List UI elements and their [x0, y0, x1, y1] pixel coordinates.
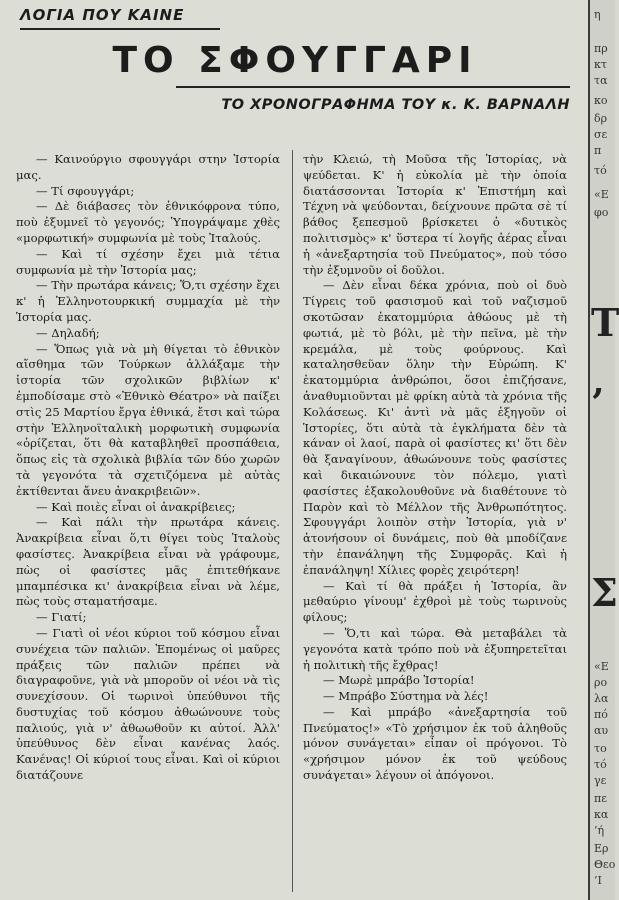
- adjacent-column-fragment: γε: [594, 774, 607, 787]
- article-paragraph: — Δὲ διάβασες τὸν ἐθνικόφρονα τύπο, ποὺ ἐξυμνεῖ τὸ γεγονός; Ὑπογράψαμε χθὲς «μορφωτική» συμφωνία μὲ τοὺς Ἰταλούς.: [16, 199, 280, 245]
- article-column-left: [16, 152, 280, 892]
- article-paragraph: — Τὴν πρωτάρα κάνεις; Ὅ,τι σχέσην ἔχει κ' ἡ Ἑλληνοτουρκική συμμαχία μὲ τὴν Ἱστορία μας.: [16, 278, 280, 324]
- adjacent-column-fragment: τό: [594, 164, 607, 177]
- article-column-right: [303, 152, 567, 892]
- article-paragraph: τὴν Κλειώ, τὴ Μοῦσα τῆς Ἱστορίας, νὰ ψεύδεται. Κ' ἡ εὐκολία μὲ τὴν ὁποία διατάσσονται Ἱστορία κ' Ἐπιστήμη καὶ Τέχνη νὰ ψεύδονται, δείχνουνε πρῶτα σὲ τί βάθος ξεπεσμοῦ βρίσκετει ὁ «δυτικὸς πολιτισμὸς» κ' ὕστερα τί λογῆς ἀέρας εἶναι ἡ «ἀνεξαρτησία τοῦ Πνεύματος», ποὺ τόσο τὴν ἐξυμνοῦν οἱ δοῦλοι.: [303, 152, 567, 277]
- article-paragraph: — Ὅπως γιὰ νὰ μὴ θίγεται τὸ ἐθνικὸν αἴσθημα τῶν Τούρκων ἀλλάξαμε τὴν ἱστορία τῶν σχολικῶν βιβλίων κ' ἐμποδίσαμε στὸ «Ἐθνικὸ Θέατρο» νὰ παίξει στὶς 25 Μαρτίου ἔργα ἐθνικά, ἔτσι καὶ τώρα στὴν Ἑλληνοϊταλικὴ μορφωτικὴ συμφωνία «ὁρίζεται, ὅτι θὰ καταβληθεῖ προσπάθεια, ὅπως εἰς τὰ σχολικὰ βιβλία τῶν δύο χωρῶν τὰ γεγονότα τὰ σχετιζόμενα μὲ αὐτὰς ἐκτίθενται ἄνευ ἀνακριβειῶν».: [16, 341, 281, 498]
- adjacent-column-fragment: δρ: [594, 112, 608, 125]
- adjacent-column-fragment: ’: [591, 380, 605, 425]
- adjacent-column-fragment: φο: [594, 206, 609, 219]
- adjacent-column-fragment: ’Ι: [594, 874, 602, 887]
- adjacent-column-fragment: Θεο: [594, 858, 616, 871]
- article-paragraph: — Καὶ τί σχέσην ἔχει μιὰ τέτια συμφωνία μὲ τὴν Ἱστορία μας;: [16, 246, 280, 277]
- article-paragraph: — Δὲν εἶναι δέκα χρόνια, ποὺ οἱ δυὸ Τίγρεις τοῦ φασισμοῦ καὶ τοῦ ναζισμοῦ σκοτῶσαν ἑκατομμύρια ἀθώους μὲ τὴ φωτιά, μὲ τὸ βόλι, μὲ τὴν πεῖνα, μὲ τὴν κρεμάλα, μὲ τοὺς φούρνους. Καὶ καταλησθεῦαν ὅλην τὴν Εὐρώπη. Κ' ἑκατομμύρια ἀνθρώποι, ὅσοι ἐπιζήσανε, ἀναθυμιοῦνται μὲ φρίκη αὐτὰ τὰ χρόνια τῆς Κολάσεως. Κι' ἀντὶ νὰ μᾶς ἐξηγοῦν οἱ Ἱστορίες, ὅτι αὐτὰ τὰ ἐγκλήματα δὲν τὰ κάναν οἱ λαοί, παρὰ οἱ φασίστες κι' ὅτι δὲν θὰ ξαναγίνουν, ἀθωώνουνε τοὺς φασίστες καὶ δικαιώνουνε τὸν πόλεμο, γιατὶ φασίστες ἐξακολουθοῦνε νὰ διαθέτουνε τὸ Παρὸν καὶ τὸ Μέλλον τῆς Ἀνθρωπότητος. Σφουγγάρι λοιπὸν στὴν Ἱστορία, γιὰ ν' ἀτονήσουν οἱ δυνάμεις, ποὺ θὰ μποδίζανε τὴν ἐπανάληψη τῆς Συμφορᾶς. Καὶ ἡ ἐπανάληψη! Χίλιες φορὲς χειρότερη!: [303, 278, 567, 577]
- adjacent-column-fragment: σε: [594, 128, 608, 141]
- adjacent-column-fragment: Σ: [591, 570, 618, 615]
- adjacent-column-fragment: π: [594, 144, 602, 157]
- adjacent-column-fragment: ’ή: [594, 824, 605, 837]
- article-paragraph: — Καὶ μπράβο «ἀνεξαρτησία τοῦ Πνεύματος!» «Τὸ χρήσιμον ἐκ τοῦ ἀληθοῦς μόνον συνάγεται» εἶπαν οἱ πρόγονοι. Τὸ «χρήσιμον μόνον ἐκ τοῦ ψεύδους συνάγεται» λέγουν οἱ ἀπόγονοι.: [303, 704, 567, 783]
- adjacent-column-fragment: πε: [594, 792, 607, 805]
- article-paragraph: — Καὶ πάλι τὴν πρωτάρα κάνεις. Ἀνακρίβεια εἶναι ὅ,τι θίγει τοὺς Ἰταλοὺς φασίστες. Ἀνακρίβεια εἶναι νὰ γράφουμε, πὼς οἱ φασίστες μᾶς ἐπιτεθήκανε μπαμπέσικα κι' ἀνακρίβεια εἶναι νὰ λέμε, πὼς τοὺς σταματήσαμε.: [16, 515, 280, 609]
- column-label-rule: [20, 28, 220, 30]
- article-paragraph: — Δηλαδή;: [36, 325, 100, 340]
- article-paragraph: — Τί σφουγγάρι;: [36, 183, 135, 198]
- headline-rule: [176, 86, 570, 88]
- headline: ΤΟ ΣΦΟΥΓΓΑΡΙ: [112, 40, 478, 81]
- adjacent-column-fragment: «Ε: [594, 660, 609, 673]
- byline: ΤΟ ΧΡΟΝΟΓΡΑΦΗΜΑ ΤΟΥ κ. Κ. ΒΑΡΝΑΛΗ: [221, 97, 570, 113]
- adjacent-column-fragment: το: [594, 742, 607, 755]
- adjacent-column-fragment: κα: [594, 808, 609, 821]
- adjacent-column-fragment: λα: [594, 692, 609, 705]
- adjacent-column-fragment: κτ: [594, 58, 607, 71]
- adjacent-column-fragment: ρο: [594, 676, 608, 689]
- article-paragraph: — Γιατὶ οἱ νέοι κύριοι τοῦ κόσμου εἶναι συνέχεια τῶν παλιῶν. Ἑπομένως οἱ μαῦρες πράξεις τῶν παλιῶν πρέπει νὰ διαγραφοῦνε, γιὰ νὰ μποροῦν οἱ νέοι νὰ τὶς συνεχίσουν. Οἱ τωρινοὶ ὑπεύθυνοι τῆς δυστυχίας τοῦ κόσμου ἀθωώνουνε τοὺς παλιούς, γιὰ ν' ἀθωωθοῦν κι αὐτοί. Ἀλλ' ὑπεύθυνος δὲν εἶναι κανένας λαός. Κανένας! Οἱ κύριοί τους εἶναι. Καὶ οἱ κύριοι διατάζουνε: [16, 625, 280, 783]
- article-paragraph: — Μωρὲ μπράβο Ἱστορία!: [323, 673, 475, 688]
- adjacent-column-fragment: κο: [594, 94, 608, 107]
- adjacent-column-fragment: πό: [594, 708, 608, 721]
- adjacent-column-fragment: αυ: [594, 724, 609, 737]
- column-divider: [292, 150, 293, 892]
- adjacent-column-fragment: «Ε: [594, 188, 609, 201]
- article-paragraph: — Καὶ ποιὲς εἶναι οἱ ἀνακρίβειες;: [36, 499, 236, 514]
- column-label: ΛΟΓΙΑ ΠΟΥ ΚΑΙΝΕ: [20, 6, 185, 24]
- adjacent-column-fragment: Τ: [591, 300, 619, 345]
- article-paragraph: — Καὶ τί θὰ πράξει ἡ Ἱστορία, ἂν μεθαύριο γίνουμ' ἐχθροὶ μὲ τοὺς τωρινοὺς φίλους;: [303, 578, 567, 625]
- adjacent-column: [588, 0, 619, 900]
- article-paragraph: — Μπράβο Σύστημα νὰ λές!: [323, 689, 489, 704]
- article-paragraph: — Γιατί;: [36, 610, 87, 625]
- adjacent-column-fragment: η: [594, 8, 601, 21]
- adjacent-column-fragment: πρ: [594, 42, 608, 55]
- adjacent-column-fragment: τα: [594, 74, 608, 87]
- adjacent-column-fragment: Ερ: [594, 842, 609, 855]
- article-paragraph: — Ὅ,τι καὶ τώρα. Θὰ μεταβάλει τὰ γεγονότα κατὰ τρόπο ποὺ νὰ ἐξυπηρετεῖται ἡ πολιτικὴ τῆς ἔχθρας!: [303, 625, 567, 672]
- adjacent-column-fragment: τό: [594, 758, 607, 771]
- article-paragraph: — Καινούργιο σφουγγάρι στην Ἱστορία μας.: [16, 152, 280, 182]
